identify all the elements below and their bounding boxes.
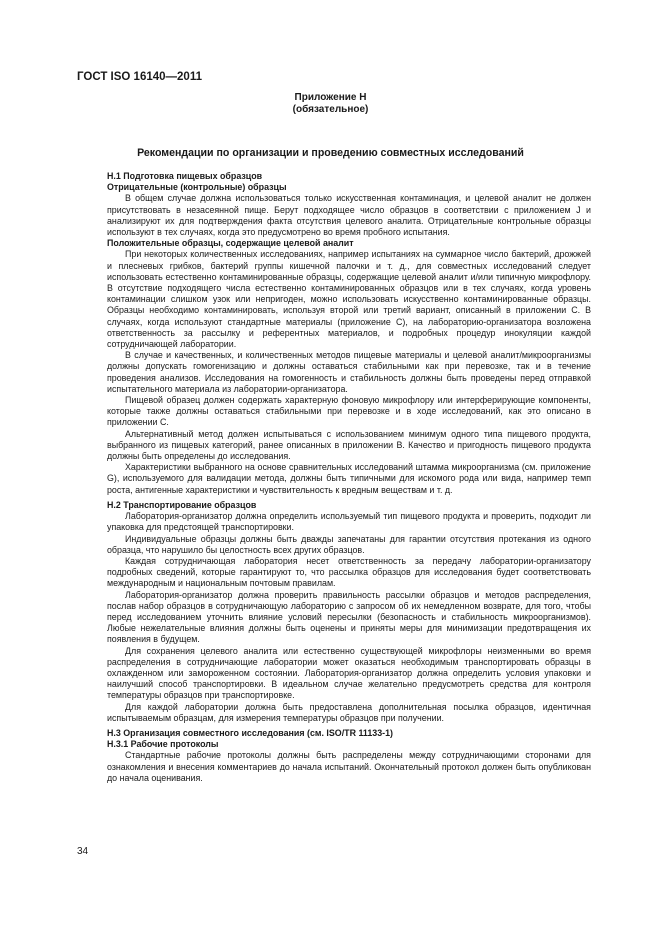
paragraph: Пищевой образец должен содержать характерную фоновую микрофлору или интерферирующие компоненты, которые также должны оставаться стабильными при перевозке и в ходе исследований, как это описано в приложении С. (107, 395, 591, 428)
document-body (107, 167, 591, 784)
document-id-header: ГОСТ ISO 16140—2011 (77, 71, 202, 83)
paragraph: Каждая сотрудничающая лаборатория несет ответственность за передачу лаборатории-организатору подробных сведений, которые гарантируют то, что рассылка образцов для исследования будет соответствовать международным и национальным почтовым правилам. (107, 555, 591, 589)
paragraph: Лаборатория-организатор должна проверить правильность рассылки образцов и методов распределения, послав набор образцов в сотрудничающую лабораторию с запросом об их немедленном возврате, для того, чтобы перед исследованием уточнить влияние условий пересылки (безопасность и стабильность микроорганизмов). Любые нежелательные влияния должны быть оценены и приняты меры для минимизации предотвращения их появления в будущем. (107, 589, 591, 645)
subsection-heading: Отрицательные (контрольные) образцы (107, 182, 287, 193)
subsection-heading: Положительные образцы, содержащие целевой аналит (107, 238, 354, 249)
section-heading: Н.2 Транспортирование образцов (107, 499, 257, 510)
paragraph: Для сохранения целевого аналита или естественно существующей микрофлоры неизменными во время распределения в сотрудничающие лаборатории может оказаться необходимым транспортировать образцы в охлажденном или замороженном состоянии. Лаборатория-организатор должна определить условия упаковки и наилучший способ транспортировки. В идеальном случае желательно предусмотреть средства для контроля температуры образцов при транспортировке. (107, 645, 591, 701)
section-heading: Н.1 Подготовка пищевых образцов (107, 171, 263, 181)
paragraph: В случае и качественных, и количественных методов пищевые материалы и целевой аналит/микроорганизмы должны допускать гомогенизацию и должны оставаться стабильными как при перевозке, так и в течение проведения анализов. Исследования на гомогенность и стабильность должны быть проведены перед отправкой испытательного материала из лаборатории-организатора. (107, 350, 591, 394)
paragraph: Характеристики выбранного на основе сравнительных исследований штамма микроорганизма (см. приложение G), используемого для валидации метода, должны быть типичными для искомого рода или вида, например темп роста, антигенные характеристики и чувствительность к вредным веществам и т. д. (107, 462, 591, 495)
paragraph: Стандартные рабочие протоколы должны быть распределены между сотрудничающими сторонами для ознакомления и внесения комментариев до начала испытаний. Окончательный протокол должен быть опубликован до начала оценивания. (107, 750, 591, 783)
subsection-heading: Н.3.1 Рабочие протоколы (107, 739, 219, 750)
paragraph: Лаборатория-организатор должна определить используемый тип пищевого продукта и проверить, подходит ли упаковка для предстоящей транспортировки. (107, 511, 591, 533)
paragraph: При некоторых количественных исследованиях, например испытаниях на суммарное число бактерий, дрожжей и плесневых грибков, бактерий группы кишечной палочки и т. д., для совместных исследований следует использовать естественно контаминированные образцы, содержащие целевой аналит и/или типичную микрофлору. В отсутствие подходящего числа естественно контаминированных образцов или в тех случаях, когда уровень контаминации слишком узок или непригоден, можно использовать искусственно контаминированные образцы. Образцы необходимо контаминировать, используя второй или третий вариант, описанный в приложении С. В случаях, когда используют стандартные материалы (приложение С), на лабораторию-организатора возложена ответственность за рассылку и референтных материалов, и подробных процедур инокуляции каждой сотрудничающей лаборатории. (107, 249, 591, 350)
annex-title: Приложение Н (294, 92, 367, 103)
paragraph: Индивидуальные образцы должны быть дважды запечатаны для гарантии отсутствия протекания из одного образца, что нарушило бы целостность всех других образцов. (107, 533, 591, 555)
page-number: 34 (77, 846, 89, 857)
paragraph: В общем случае должна использоваться только искусственная контаминация, и целевой аналит не должен присутствовать в незасеянной пище. Берут подходящее число образцов в соответствии с приложением J и анализируют их для подтверждения факта отсутствия целевого аналита. Отрицательные контрольные образцы используют в тех случаях, когда это предусмотрено во время пробного испытания. (107, 193, 591, 238)
document-title: Рекомендации по организации и проведению совместных исследований (137, 147, 524, 159)
paragraph: Альтернативный метод должен испытываться с использованием минимум одного типа пищевого продукта, выбранного из пищевых категорий, ранее описанных в приложении В. Качество и пригодность пищевого продукта должны быть определены до исследования. (107, 428, 591, 462)
paragraph: Для каждой лаборатории должна быть предоставлена дополнительная посылка образцов, идентичная испытываемым образцам, для измерения температуры образцов при получении. (107, 701, 591, 723)
annex-status: (обязательное) (292, 104, 369, 115)
section-heading: Н.3 Организация совместного исследования (см. ISO/TR 11133-1) (107, 727, 394, 738)
